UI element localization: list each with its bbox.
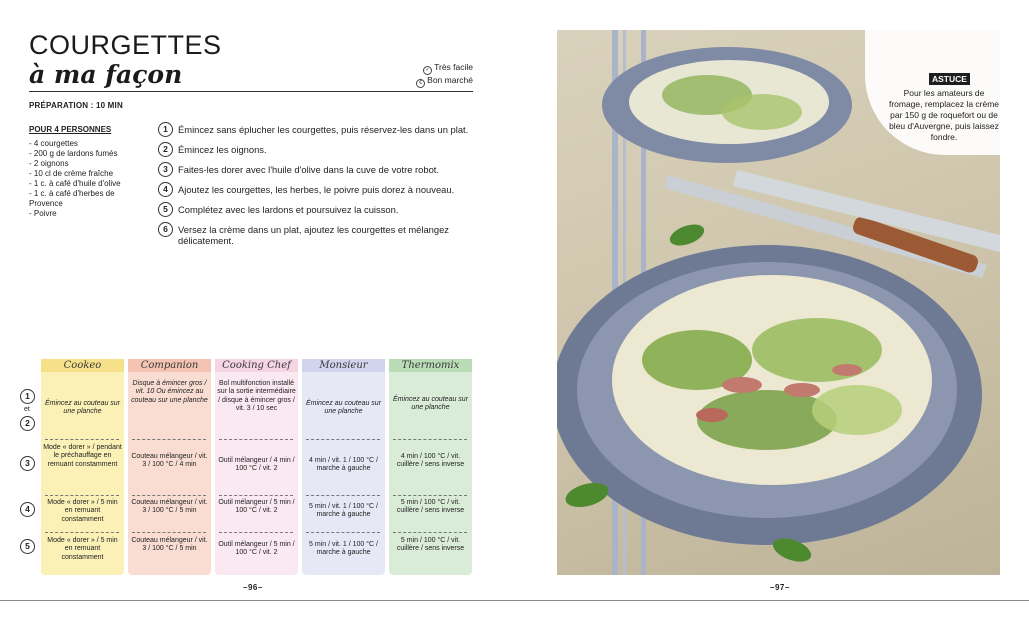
ingredient-item: - 4 courgettes	[29, 139, 78, 148]
row-divider	[393, 532, 467, 533]
table-cell: Disque à émincer gros / vit. 10 Ou émincez au couteau sur une planche	[131, 380, 208, 404]
page-number-right: –97–	[770, 583, 790, 592]
step-item	[158, 184, 476, 195]
table-cell: 4 min / 100 °C / vit. cuillère / sens inverse	[396, 453, 465, 469]
table-cell: 5 min / 100 °C / vit. cuillère / sens inverse	[396, 499, 465, 515]
step-item	[158, 124, 476, 135]
row-divider	[306, 495, 380, 496]
header-cookeo: Cookeo	[41, 359, 124, 373]
row-divider	[132, 439, 206, 440]
header-monsieur-cuisine: Monsieur	[302, 359, 385, 373]
check-icon: ✓	[423, 66, 432, 75]
step-list	[158, 124, 476, 255]
table-cell: 5 min / vit. 1 / 100 °C / marche à gauche	[309, 503, 378, 519]
ingredient-item: - Poivre	[29, 209, 57, 218]
ingredient-list	[29, 139, 144, 219]
row-number: 3	[20, 456, 35, 471]
row-divider	[45, 495, 119, 496]
ingredient-item: - 1 c. à café d'herbes de Provence	[29, 189, 115, 208]
table-cell: Émincez au couteau sur une planche	[305, 400, 382, 416]
right-page	[515, 0, 1029, 600]
step-number: 3	[158, 162, 173, 177]
dish-photo	[557, 30, 1000, 575]
row-divider	[45, 439, 119, 440]
step-item	[158, 144, 476, 155]
table-cell: Bol multifonction installé sur la sortie intermédiaire / disque à émincer gros / vit. 3 / 10 sec	[217, 380, 296, 412]
table-cell: Émincez au couteau sur une planche	[392, 396, 469, 412]
table-cell: Mode « dorer » / 5 min en remuant constamment	[47, 537, 118, 561]
step-number: 1	[158, 122, 173, 137]
badge-cost: € Bon marché	[416, 75, 473, 88]
row-divider	[393, 439, 467, 440]
page-number-left: –96–	[243, 583, 263, 592]
row-divider	[45, 532, 119, 533]
row-conjunction: et	[24, 406, 30, 413]
table-cell: Outil mélangeur / 5 min / 100 °C / vit. 2	[218, 499, 295, 515]
ingredient-item: - 200 g de lardons fumés	[29, 149, 118, 158]
table-cell: Couteau mélangeur / vit. 3 / 100 °C / 4 min	[131, 453, 208, 469]
table-cell: 5 min / vit. 1 / 100 °C / marche à gauche	[309, 541, 378, 557]
step-text: Complétez avec les lardons et poursuivez la cuisson.	[178, 204, 399, 215]
ingredient-item: - 1 c. à café d'huile d'olive	[29, 179, 121, 188]
tip-label: ASTUCE	[929, 73, 970, 85]
step-text: Versez la crème dans un plat, ajoutez les courgettes et mélangez délicatement.	[178, 224, 449, 246]
tip-text: Pour les amateurs de fromage, remplacez la crème par 150 g de roquefort ou de bleu d'Auvergne, puis laissez fondre.	[888, 88, 1000, 142]
row-divider	[219, 532, 293, 533]
ingredient-item: - 10 cl de crème fraîche	[29, 169, 114, 178]
table-cell: Outil mélangeur / 5 min / 100 °C / vit. 2	[218, 541, 295, 557]
servings-heading: POUR 4 PERSONNES	[29, 125, 112, 134]
bottom-divider	[0, 600, 1029, 601]
step-number: 5	[158, 202, 173, 217]
step-number: 2	[158, 142, 173, 157]
row-divider	[219, 495, 293, 496]
table-cell: Émincez au couteau sur une planche	[44, 400, 121, 416]
row-divider	[306, 532, 380, 533]
step-text: Émincez sans éplucher les courgettes, puis réservez-les dans un plat.	[178, 124, 469, 135]
row-number: 1	[20, 389, 35, 404]
step-text: Émincez les oignons.	[178, 144, 267, 155]
step-number: 4	[158, 182, 173, 197]
ingredient-item: - 2 oignons	[29, 159, 69, 168]
table-cell: Mode « dorer » / pendant le préchauffage en remuant constamment	[43, 444, 122, 468]
step-text: Ajoutez les courgettes, les herbes, le poivre puis dorez à nouveau.	[178, 184, 455, 195]
euro-icon: €	[416, 79, 425, 88]
row-divider	[306, 439, 380, 440]
step-number: 6	[158, 222, 173, 237]
row-number: 5	[20, 539, 35, 554]
basil-leaf	[667, 220, 707, 249]
table-cell: 5 min / 100 °C / vit. cuillère / sens inverse	[396, 537, 465, 553]
row-divider	[219, 439, 293, 440]
badge-difficulty: ✓ Très facile	[416, 62, 473, 75]
table-cell: Couteau mélangeur / vit. 3 / 100 °C / 5 min	[131, 537, 208, 553]
recipe-badges	[416, 62, 473, 88]
row-number: 2	[20, 416, 35, 431]
row-number: 4	[20, 502, 35, 517]
step-text: Faites-les dorer avec l'huile d'olive dans la cuve de votre robot.	[178, 164, 440, 175]
row-divider	[393, 495, 467, 496]
row-divider	[132, 495, 206, 496]
table-cell: Outil mélangeur / 4 min / 100 °C / vit. 2	[218, 457, 295, 473]
title-divider	[29, 91, 473, 92]
row-divider	[132, 532, 206, 533]
table-cell: 4 min / vit. 1 / 100 °C / marche à gauche	[309, 457, 378, 473]
step-item	[158, 224, 476, 246]
table-cell: Couteau mélangeur / vit. 3 / 100 °C / 5 min	[131, 499, 208, 515]
left-page	[0, 0, 515, 600]
header-cooking-chef: Cooking Chef	[215, 359, 298, 373]
recipe-title: COURGETTES	[29, 30, 222, 60]
step-item	[158, 204, 476, 215]
table-cell: Mode « dorer » / 5 min en remuant constamment	[47, 499, 118, 523]
header-thermomix: Thermomix	[389, 359, 472, 373]
step-item	[158, 164, 476, 175]
header-companion: Companion	[128, 359, 211, 373]
recipe-subtitle: à ma façon	[29, 60, 183, 89]
preparation-time: PRÉPARATION : 10 MIN	[29, 101, 123, 110]
